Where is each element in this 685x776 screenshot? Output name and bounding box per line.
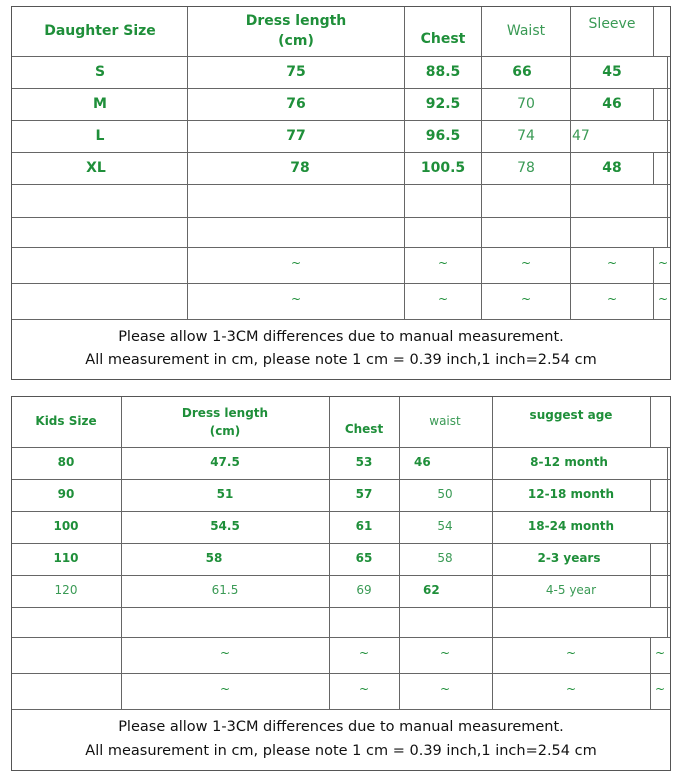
header-dress-length: Dress length — [245, 13, 347, 29]
kids-chest-cell: 69 — [356, 583, 372, 597]
kids-length-cell: 58 — [205, 551, 223, 565]
daughter-waist-cell: 70 — [517, 96, 535, 112]
tilde-mark: ~ — [520, 256, 532, 270]
kids-waist-cell: 62 — [423, 583, 440, 597]
kids-size-cell: 120 — [54, 583, 78, 597]
tilde-mark: ~ — [437, 292, 449, 306]
tilde-mark: ~ — [290, 256, 302, 270]
kids-age-cell: 18-24 month — [527, 519, 615, 533]
tilde-mark: ~ — [520, 292, 532, 306]
tilde-mark: ~ — [657, 292, 669, 306]
measurement-note: Please allow 1-3CM differences due to manual measurement. — [118, 329, 564, 345]
daughter-sleeve-cell: 46 — [602, 96, 622, 112]
conversion-note: All measurement in cm, please note 1 cm = 0.39 inch,1 inch=2.54 cm — [85, 743, 597, 759]
header-waist: waist — [429, 414, 461, 428]
daughter-length-cell: 78 — [290, 160, 310, 176]
tilde-mark: ~ — [439, 682, 451, 696]
header-sleeve: Sleeve — [588, 16, 636, 32]
kids-size-table — [11, 396, 671, 771]
kids-age-cell: 8-12 month — [530, 455, 608, 469]
tilde-mark: ~ — [565, 646, 577, 660]
kids-length-cell: 51 — [216, 487, 234, 501]
kids-size-cell: 80 — [57, 455, 75, 469]
header-waist: Waist — [506, 23, 546, 39]
tilde-mark: ~ — [654, 682, 666, 696]
tilde-mark: ~ — [606, 292, 618, 306]
daughter-sleeve-cell: 48 — [602, 160, 622, 176]
daughter-sleeve-cell: 47 — [572, 128, 590, 144]
header-kids-size: Kids Size — [35, 414, 97, 428]
daughter-chest-cell: 92.5 — [425, 96, 461, 112]
header-daughter-size: Daughter Size — [44, 23, 156, 39]
kids-waist-cell: 54 — [437, 519, 453, 533]
kids-size-cell: 110 — [53, 551, 79, 565]
daughter-chest-cell: 100.5 — [420, 160, 466, 176]
daughter-length-cell: 76 — [286, 96, 306, 112]
kids-chest-cell: 57 — [355, 487, 373, 501]
daughter-size-cell: L — [95, 128, 105, 144]
daughter-waist-cell: 66 — [512, 64, 532, 80]
tilde-mark: ~ — [437, 256, 449, 270]
header-chest: Chest — [344, 422, 384, 436]
conversion-note: All measurement in cm, please note 1 cm = 0.39 inch,1 inch=2.54 cm — [85, 352, 597, 368]
tilde-mark: ~ — [439, 646, 451, 660]
daughter-waist-cell: 78 — [517, 160, 535, 176]
tilde-mark: ~ — [358, 682, 370, 696]
tilde-mark: ~ — [219, 646, 231, 660]
daughter-size-cell: M — [93, 96, 107, 112]
daughter-size-table — [11, 6, 671, 380]
header-dress-length-unit: (cm) — [278, 33, 314, 49]
header-suggest-age: suggest age — [529, 408, 613, 422]
kids-waist-cell: 50 — [437, 487, 453, 501]
tilde-mark: ~ — [219, 682, 231, 696]
daughter-size-cell: XL — [86, 160, 106, 176]
kids-chest-cell: 61 — [355, 519, 373, 533]
kids-age-cell: 2-3 years — [537, 551, 601, 565]
tilde-mark: ~ — [565, 682, 577, 696]
kids-age-cell: 4-5 year — [545, 583, 597, 597]
daughter-chest-cell: 88.5 — [425, 64, 461, 80]
daughter-waist-cell: 74 — [517, 128, 535, 144]
tilde-mark: ~ — [606, 256, 618, 270]
kids-waist-cell: 58 — [437, 551, 453, 565]
header-dress-length-unit: (cm) — [209, 424, 241, 438]
daughter-size-cell: S — [94, 64, 106, 80]
daughter-sleeve-cell: 45 — [602, 64, 622, 80]
kids-chest-cell: 65 — [355, 551, 373, 565]
header-dress-length: Dress length — [181, 406, 269, 420]
measurement-note: Please allow 1-3CM differences due to manual measurement. — [118, 719, 564, 735]
header-chest: Chest — [420, 31, 466, 47]
tilde-mark: ~ — [654, 646, 666, 660]
tilde-mark: ~ — [657, 256, 669, 270]
kids-chest-cell: 53 — [355, 455, 373, 469]
tilde-mark: ~ — [290, 292, 302, 306]
kids-waist-cell: 46 — [414, 455, 431, 469]
tilde-mark: ~ — [358, 646, 370, 660]
kids-length-cell: 61.5 — [211, 583, 239, 597]
kids-length-cell: 47.5 — [210, 455, 240, 469]
kids-size-cell: 100 — [53, 519, 79, 533]
kids-length-cell: 54.5 — [210, 519, 240, 533]
kids-size-cell: 90 — [57, 487, 75, 501]
kids-age-cell: 12-18 month — [527, 487, 615, 501]
daughter-length-cell: 75 — [286, 64, 306, 80]
daughter-length-cell: 77 — [286, 128, 306, 144]
daughter-chest-cell: 96.5 — [425, 128, 461, 144]
